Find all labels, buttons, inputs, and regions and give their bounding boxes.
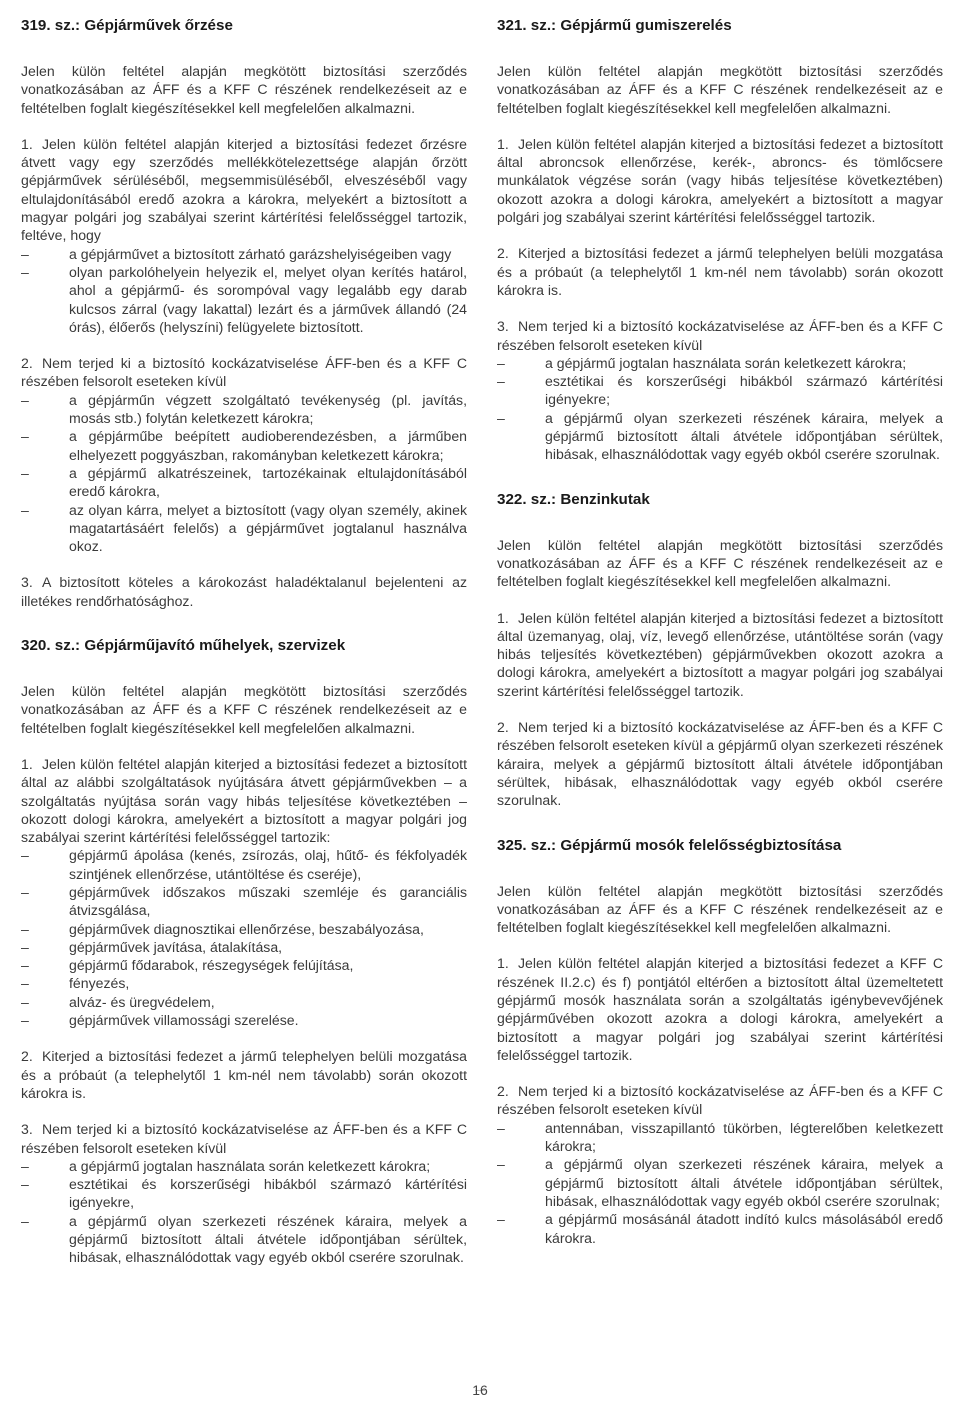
item-number: 3. — [21, 574, 33, 591]
dash-list-item — [21, 846, 467, 883]
item-number: 1. — [497, 609, 509, 626]
item-body — [497, 954, 943, 1064]
numbered-item — [21, 1047, 467, 1102]
section-intro: Jelen külön feltétel alapján megkötött biztosítási szerződés vonatkozásában az ÁFF és a KFF C részének rendelkezéseit az e feltételben foglalt kiegészítésekkel kell megfelelően alkalmazni. — [497, 63, 943, 116]
item-body — [21, 1120, 467, 1157]
dash-item-text: a gépjármű jogtalan használata során keletkezett károkra; — [69, 1157, 431, 1174]
dash-list-item — [21, 956, 467, 974]
dash-item-text: a gépjármű olyan szerkezeti részének káraira, melyek a gépjármű biztosított általi átvétele időpontjában sérültek, hibásak, elhasználódottak vagy egyéb okból cserére szorulnak; — [545, 1156, 943, 1209]
dash-list-item — [21, 464, 467, 501]
section — [497, 836, 943, 1247]
item-body — [497, 135, 943, 226]
dash-item-text: az olyan kárra, melyet a biztosított (vagy olyan személy, akinek magatartásáért felelős) a gépjárművet jogtalanul használva okoz. — [69, 501, 467, 555]
dash-item-text: a gépjárműbe beépített audioberendezésben, a járműben elhelyezett poggyászban, rakományban keletkezett károkra; — [69, 428, 467, 463]
dash-bullet: – — [21, 464, 29, 481]
item-number: 3. — [497, 318, 509, 335]
dash-list-item — [21, 974, 467, 992]
dash-item-text: a gépjármű jogtalan használata során keletkezett károkra; — [545, 354, 907, 371]
item-text: Nem terjed ki a biztosító kockázatviselése az ÁFF-ben és a KFF C részében felsorolt eseteken kívül a gépjármű olyan szerkezeti részének káraira, melyek a gépjármű biztosított általi átvétele időpontjában sérültek, hibásak, elhasználódottak vagy egyéb okból cserére szorulnak. — [497, 719, 943, 809]
numbered-item — [21, 1120, 467, 1266]
dash-bullet: – — [21, 263, 29, 280]
section — [21, 636, 467, 1267]
dash-list-item — [21, 993, 467, 1011]
section-intro: Jelen külön feltétel alapján megkötött biztosítási szerződés vonatkozásában az ÁFF és a KFF C részének rendelkezéseit az e feltételben foglalt kiegészítésekkel kell megfelelően alkalmazni. — [497, 882, 943, 936]
numbered-item — [497, 1082, 943, 1247]
section-heading: 319. sz.: Gépjárművek őrzése — [21, 17, 233, 34]
item-number: 2. — [497, 719, 509, 736]
dash-list-item — [21, 883, 467, 920]
dash-bullet: – — [21, 883, 29, 900]
dash-list-item — [21, 1157, 467, 1175]
dash-list-item — [497, 1119, 943, 1156]
item-body — [497, 244, 943, 299]
item-number: 1. — [497, 135, 509, 152]
dash-item-text: a gépjármű olyan szerkezeti részének káraira, melyek a gépjármű biztosított általi átvétele időpontjában sérültek, hibásak, elhasználódottak vagy egyéb okból cserére szorulnak. — [545, 409, 943, 463]
item-number: 1. — [21, 135, 33, 152]
item-text: Kiterjed a biztosítási fedezet a jármű telephelyen belüli mozgatása és a próbaút (a telephelytől 1 km-nél nem távolabb) során okozott károkra is. — [21, 1048, 467, 1101]
dash-list-item — [497, 372, 943, 409]
item-text: Jelen külön feltétel alapján kiterjed a biztosítási fedezet a biztosított által abroncsok ellenőrzése, kerék-, abroncs- és tömlőcsere munkálatok végzése során (vagy hibás teljesítése következtében) okozott azokra a dologi károkra, amelyekért a biztosított a magyar polgári jog szabályai szerint kártérítési felelősséggel tartozik. — [497, 135, 943, 226]
numbered-item — [497, 954, 943, 1064]
dash-bullet: – — [497, 373, 505, 390]
section-intro: Jelen külön feltétel alapján megkötött biztosítási szerződés vonatkozásában az ÁFF és a KFF C részének rendelkezéseit az e feltételben foglalt kiegészítésekkel kell megfelelően alkalmazni. — [21, 683, 467, 736]
dash-bullet: – — [497, 354, 505, 371]
dash-bullet: – — [497, 1119, 505, 1136]
item-body — [497, 609, 943, 700]
numbered-item — [497, 135, 943, 226]
dash-bullet: – — [497, 1156, 505, 1173]
dash-list-item — [21, 1175, 467, 1212]
right-column — [497, 16, 943, 1265]
dash-list-item — [21, 501, 467, 556]
dash-list-item — [21, 920, 467, 938]
section-intro: Jelen külön feltétel alapján megkötött biztosítási szerződés vonatkozásában az ÁFF és a KFF C részének rendelkezéseit az e feltételben foglalt kiegészítésekkel kell megfelelően alkalmazni. — [497, 536, 943, 590]
section-heading: 321. sz.: Gépjármű gumiszerelés — [497, 17, 732, 34]
dash-bullet: – — [21, 1157, 29, 1174]
numbered-item — [497, 244, 943, 299]
dash-bullet: – — [21, 1176, 29, 1193]
dash-item-text: gépjármű fődarabok, részegységek felújítása, — [69, 957, 354, 974]
dash-item-text: gépjárművek javítása, átalakítása, — [69, 938, 283, 955]
dash-item-text: a gépjárműn végzett szolgáltató tevékenység (pl. javítás, mosás stb.) folytán keletkezett károkra; — [69, 391, 467, 427]
item-number: 1. — [497, 955, 509, 972]
item-text: Nem terjed ki a biztosító kockázatviselése az ÁFF-ben és a KFF C részében felsorolt eseteken kívül — [21, 1121, 467, 1156]
dash-item-text: gépjárművek villamossági szerelése. — [69, 1012, 299, 1029]
item-text: Jelen külön feltétel alapján kiterjed a biztosítási fedezet a KFF C részének II.2.c) és f) pontjától eltérően a biztosított által üzemeltetett gépjármű mosók használata során a szolgáltatás igénybevevőjének gépjárművében okozott azokra a dologi károkra, amelyekért a biztosított a magyar polgári jog szabályai szerint kártérítési felelősséggel tartozik. — [497, 955, 943, 1063]
dash-bullet: – — [21, 1012, 29, 1029]
dash-list-item — [21, 1212, 467, 1267]
page-number: 16 — [472, 1382, 488, 1398]
section-heading: 320. sz.: Gépjárműjavító műhelyek, szervizek — [21, 637, 346, 655]
item-body — [21, 755, 467, 846]
dash-list-item — [497, 1155, 943, 1210]
dash-list-item — [497, 1210, 943, 1247]
numbered-item — [497, 317, 943, 463]
item-body — [497, 317, 943, 354]
section — [497, 490, 943, 810]
section — [21, 16, 467, 610]
dash-bullet: – — [21, 501, 29, 518]
item-text: Nem terjed ki a biztosító kockázatviselése ÁFF-ben és a KFF C részében felsorolt eseteken kívül — [21, 355, 467, 390]
item-body — [21, 354, 467, 391]
dash-item-text: a gépjárművet a biztosított zárható garázshelyiségeiben vagy — [69, 245, 452, 262]
item-text: A biztosított köteles a károkozást haladéktalanul bejelenteni az illetékes rendőrhatósághoz. — [21, 574, 467, 609]
item-number: 1. — [21, 755, 33, 772]
dash-item-text: a gépjármű mosásánál átadott indító kulcs másolásából eredő károkra. — [545, 1211, 943, 1246]
dash-item-text: gépjárművek időszakos műszaki szemléje és garanciális átvizsgálása, — [69, 883, 467, 919]
item-body — [497, 1082, 943, 1119]
dash-bullet: – — [21, 1212, 29, 1229]
dash-item-text: antennában, visszapillantó tükörben, légterelőben keletkezett károkra; — [545, 1119, 943, 1155]
numbered-item — [21, 755, 467, 1029]
dash-list-item — [497, 409, 943, 464]
dash-item-text: olyan parkolóhelyein helyezik el, melyet olyan kerítés határol, ahol a gépjármű- és sorompóval vagy legalább egy darab kulcsos zárral (vagy lakattal) lezárt és a járművek állandó (24 órás), élőerős (helyszíni) felügyelete biztosított. — [69, 263, 467, 335]
dash-bullet: – — [21, 428, 29, 445]
dash-item-text: a gépjármű alkatrészeinek, tartozékainak eltulajdonításából eredő károkra, — [69, 464, 467, 500]
section-heading: 325. sz.: Gépjármű mosók felelősségbiztosítása — [497, 836, 842, 854]
item-number: 2. — [21, 1048, 33, 1065]
left-column — [21, 16, 467, 1285]
dash-list-item — [21, 391, 467, 428]
dash-bullet: – — [21, 938, 29, 955]
dash-bullet: – — [497, 1211, 505, 1228]
numbered-item — [21, 135, 467, 336]
dash-list-item — [497, 354, 943, 372]
numbered-item — [21, 573, 467, 610]
item-number: 2. — [497, 1083, 509, 1100]
dash-bullet: – — [21, 975, 29, 992]
dash-bullet: – — [21, 993, 29, 1010]
dash-bullet: – — [497, 409, 505, 426]
dash-list-item — [21, 263, 467, 336]
item-text: Jelen külön feltétel alapján kiterjed a biztosítási fedezet a biztosított által üzemanyag, olaj, víz, levegő ellenőrzése, utántöltése során (vagy hibás teljesítés következtében) gépjárművekben okozott azokra a dologi károkra, amelyekért a biztosított a magyar polgári jog szabályai szerint kártérítési felelősséggel tartozik. — [497, 609, 943, 699]
item-body — [21, 135, 467, 245]
dash-item-text: esztétikai és korszerűségi hibákból származó kártérítési igényekre; — [545, 373, 943, 408]
item-number: 3. — [21, 1121, 33, 1138]
dash-item-text: fényezés, — [69, 975, 130, 992]
section — [497, 16, 943, 464]
dash-bullet: – — [21, 920, 29, 937]
dash-list-item — [21, 427, 467, 464]
item-text: Nem terjed ki a biztosító kockázatviselése az ÁFF-ben és a KFF C részében felsorolt eseteken kívül — [497, 318, 943, 353]
dash-item-text: gépjármű ápolása (kenés, zsírozás, olaj, hűtő- és fékfolyadék szintjének ellenőrzése, utántöltése és cseréje), — [69, 847, 467, 882]
item-number: 2. — [21, 355, 33, 372]
item-body — [21, 1047, 467, 1102]
item-text: Nem terjed ki a biztosító kockázatviselése az ÁFF-ben és a KFF C részében felsorolt eseteken kívül — [497, 1083, 943, 1118]
item-text: Jelen külön feltétel alapján kiterjed a biztosítási fedezet a biztosított által az alábbi szolgáltatások nyújtására átvett gépjárművekben – a szolgáltatás nyújtása során vagy hibás teljesítése következtében – okozott dologi károkra, amelyekért a biztosított a magyar polgári jog szabályai szerint kártérítési felelősséggel tartozik: — [21, 755, 467, 846]
dash-item-text: alváz- és üregvédelem, — [69, 993, 215, 1010]
dash-list-item — [21, 245, 467, 263]
section-heading: 322. sz.: Benzinkutak — [497, 490, 650, 508]
item-text: Jelen külön feltétel alapján kiterjed a biztosítási fedezet őrzésre átvett vagy egy szerződés mellékkötelezettsége alapján őrzött gépjárművek sérüléséből, megsemmisüléséből, elveszéséből vagy eltulajdonításából eredő azokra a károkra, melyekért a biztosított a magyar polgári jog szabályai szerint kártérítési felelősséggel tartozik, feltéve, hogy — [21, 135, 467, 244]
dash-bullet: – — [21, 847, 29, 864]
dash-item-text: esztétikai és korszerűségi hibákból származó kártérítési igényekre, — [69, 1176, 467, 1211]
numbered-item — [21, 354, 467, 555]
dash-item-text: a gépjármű olyan szerkezeti részének káraira, melyek a gépjármű biztosított általi átvétele időpontjában sérültek, hibásak, elhasználódottak vagy egyéb okból cserére szorulnak. — [69, 1212, 467, 1266]
dash-bullet: – — [21, 391, 29, 408]
dash-bullet: – — [21, 245, 29, 262]
dash-bullet: – — [21, 957, 29, 974]
dash-item-text: gépjárművek diagnosztikai ellenőrzése, beszabályozása, — [69, 920, 424, 937]
numbered-item — [497, 609, 943, 700]
numbered-item — [497, 718, 943, 809]
section-intro: Jelen külön feltétel alapján megkötött biztosítási szerződés vonatkozásában az ÁFF és a KFF C részének rendelkezéseit az e feltételben foglalt kiegészítésekkel kell megfelelően alkalmazni. — [21, 63, 467, 116]
item-text: Kiterjed a biztosítási fedezet a jármű telephelyen belüli mozgatása és a próbaút (a telephelytől 1 km-nél nem távolabb) során okozott károkra is. — [497, 245, 943, 298]
item-body — [497, 718, 943, 809]
item-body — [21, 573, 467, 610]
item-number: 2. — [497, 245, 509, 262]
dash-list-item — [21, 1011, 467, 1029]
dash-list-item — [21, 938, 467, 956]
